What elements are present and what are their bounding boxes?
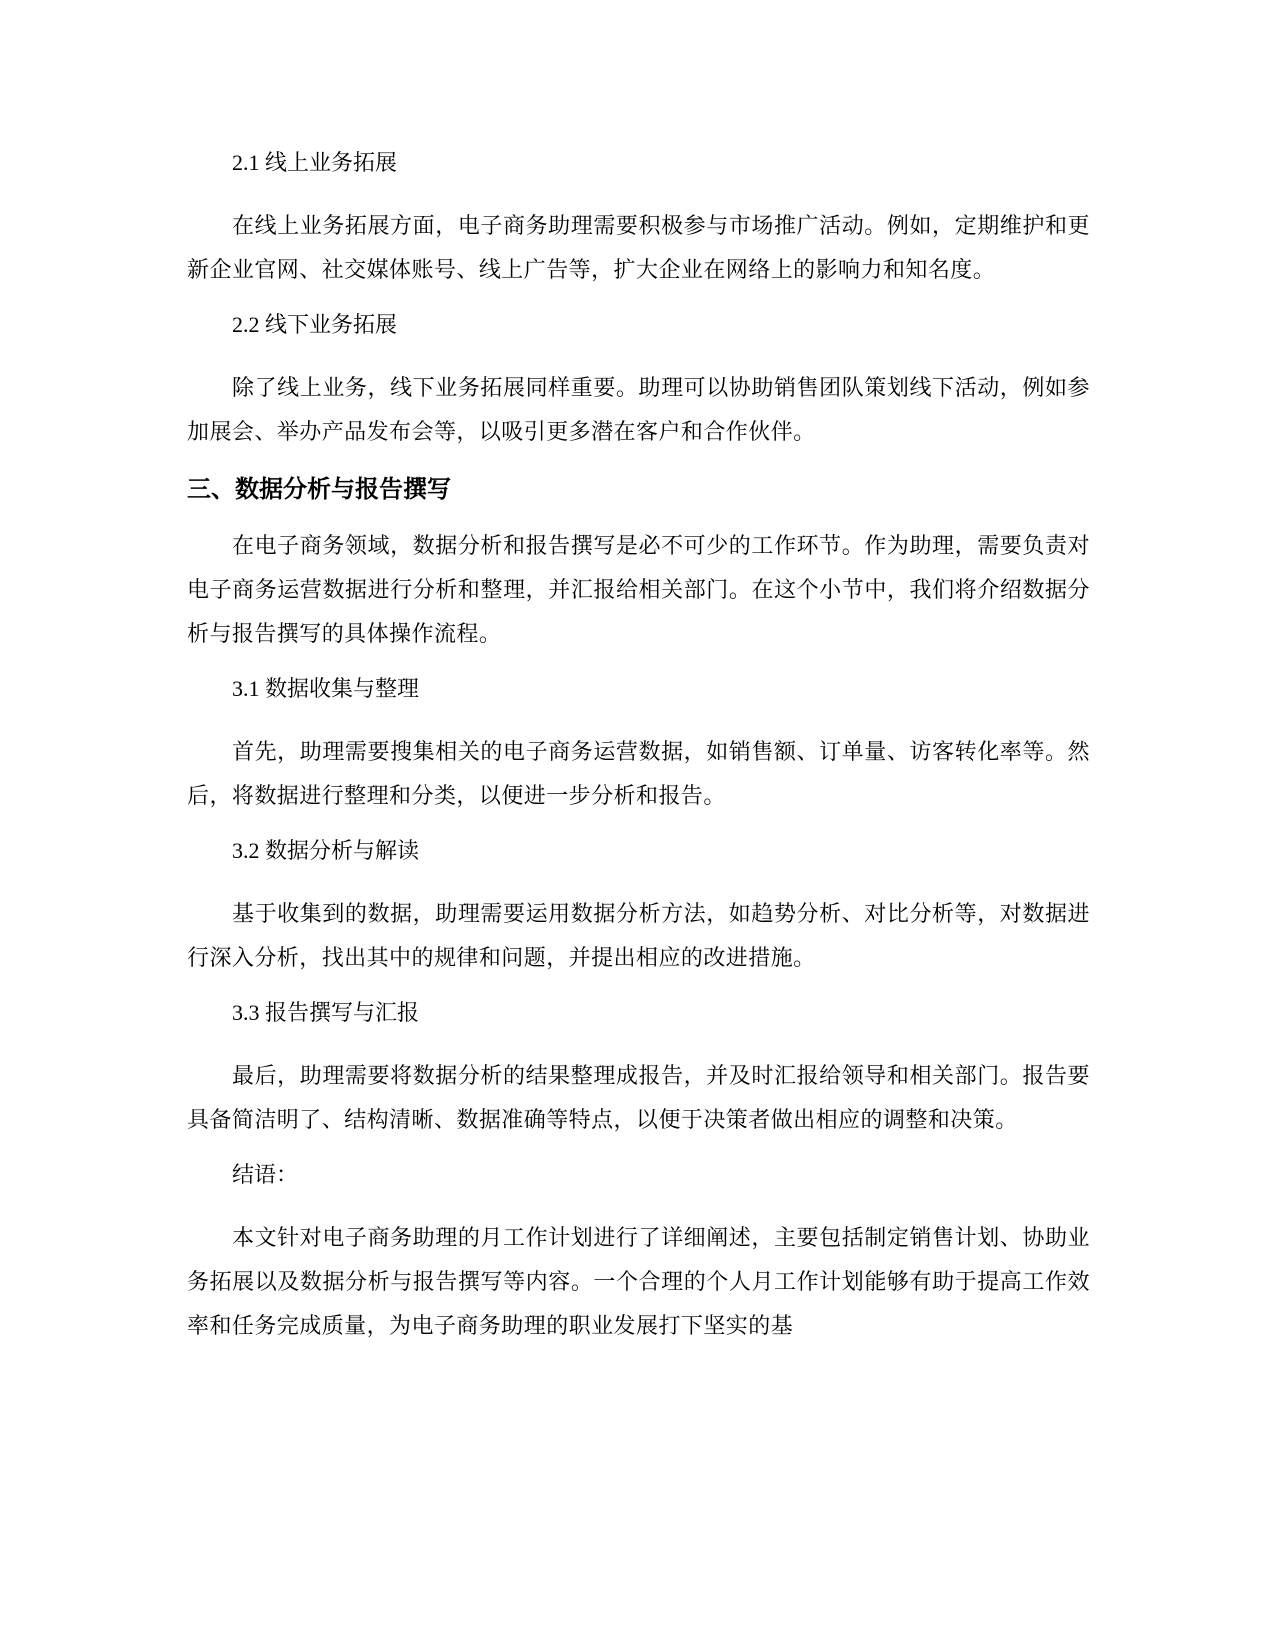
paragraph-data-collection: 首先，助理需要搜集相关的电子商务运营数据，如销售额、订单量、访客转化率等。然后，将数据进行整理和分类，以便进一步分析和报告。 xyxy=(187,740,1090,809)
paragraph-conclusion: 本文针对电子商务助理的月工作计划进行了详细阐述，主要包括制定销售计划、协助业务拓展以及数据分析与报告撰写等内容。一个合理的个人月工作计划能够有助于提高工作效率和任务完成质量，为电子商务助理的职业发展打下坚实的基 xyxy=(187,1226,1090,1339)
section-heading-3: 三、数据分析与报告撰写 xyxy=(187,475,451,503)
subheading-3-2: 3.2 数据分析与解读 xyxy=(232,838,420,863)
paragraph-online-expansion: 在线上业务拓展方面，电子商务助理需要积极参与市场推广活动。例如，定期维护和更新企业官网、社交媒体账号、线上广告等，扩大企业在网络上的影响力和知名度。 xyxy=(187,214,1090,283)
subheading-2-1: 2.1 线上业务拓展 xyxy=(232,150,398,175)
paragraph-report-writing: 最后，助理需要将数据分析的结果整理成报告，并及时汇报给领导和相关部门。报告要具备简洁明了、结构清晰、数据准确等特点，以便于决策者做出相应的调整和决策。 xyxy=(187,1064,1090,1133)
paragraph-offline-expansion: 除了线上业务，线下业务拓展同样重要。助理可以协助销售团队策划线下活动，例如参加展会、举办产品发布会等，以吸引更多潜在客户和合作伙伴。 xyxy=(187,376,1090,445)
subheading-3-3: 3.3 报告撰写与汇报 xyxy=(232,1000,420,1025)
subheading-2-2: 2.2 线下业务拓展 xyxy=(232,312,398,337)
subheading-conclusion: 结语： xyxy=(232,1162,299,1187)
subheading-3-1: 3.1 数据收集与整理 xyxy=(232,676,420,701)
document-body xyxy=(187,147,1090,1365)
paragraph-data-analysis-intro: 在电子商务领域，数据分析和报告撰写是必不可少的工作环节。作为助理，需要负责对电子商务运营数据进行分析和整理，并汇报给相关部门。在这个小节中，我们将介绍数据分析与报告撰写的具体操作流程。 xyxy=(187,534,1090,647)
paragraph-data-interpretation: 基于收集到的数据，助理需要运用数据分析方法，如趋势分析、对比分析等，对数据进行深入分析，找出其中的规律和问题，并提出相应的改进措施。 xyxy=(187,902,1090,971)
